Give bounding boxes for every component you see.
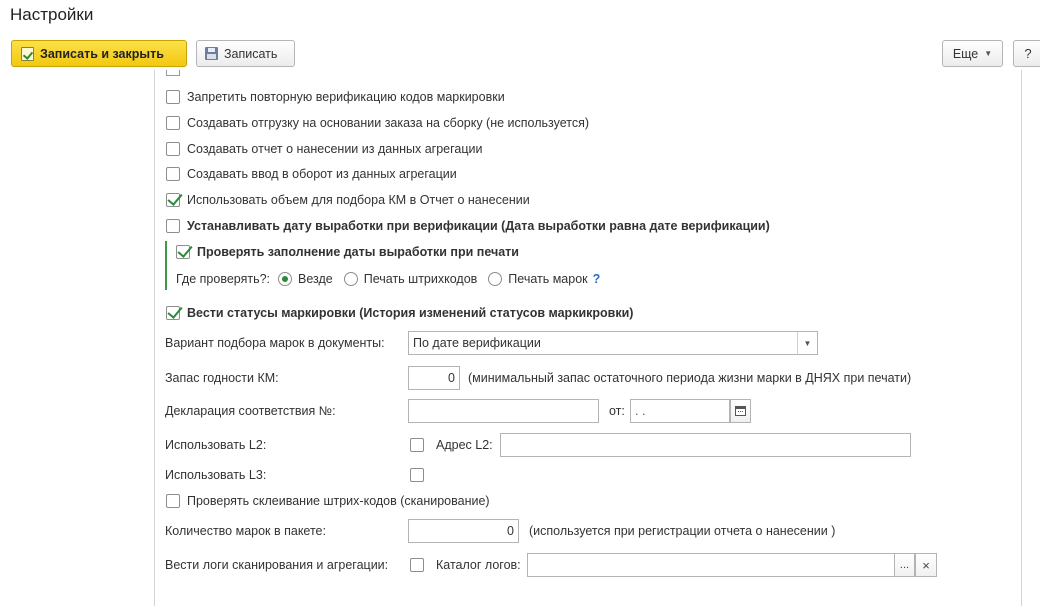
- address-l2-input[interactable]: [500, 433, 911, 457]
- shelf-hint: (минимальный запас остаточного периода жизни марки в ДНЯХ при печати): [468, 371, 912, 385]
- create-report-label: Создавать отчет о нанесении из данных агрегации: [187, 142, 483, 156]
- statuses-checkbox[interactable]: [166, 306, 180, 320]
- radio-print-marks[interactable]: [488, 272, 502, 286]
- catalog-logs-input[interactable]: [527, 553, 895, 577]
- calendar-icon: [735, 406, 746, 416]
- option-check-prod-date[interactable]: [176, 245, 519, 259]
- option-forbid-reverify[interactable]: [166, 90, 505, 104]
- declaration-input[interactable]: [408, 399, 599, 423]
- statuses-label: Вести статусы маркировки (История изменений статусов маркикровки): [187, 306, 634, 320]
- pack-count-hint: (используется при регистрации отчета о нанесении ): [529, 524, 836, 538]
- shelf-input[interactable]: 0: [408, 366, 460, 390]
- option-check-glue[interactable]: [166, 494, 490, 508]
- save-document-icon: [21, 47, 34, 61]
- option-use-volume[interactable]: [166, 193, 530, 207]
- forbid-reverify-label: Запретить повторную верификацию кодов маркировки: [187, 90, 505, 104]
- save-and-close-label: Записать и закрыть: [40, 46, 164, 61]
- scan-logs-label: Вести логи сканирования и агрегации:: [165, 558, 389, 572]
- use-l2-label: Использовать L2:: [165, 438, 267, 452]
- set-prod-date-checkbox[interactable]: [166, 219, 180, 233]
- chevron-down-icon[interactable]: ▼: [797, 332, 817, 354]
- radio-print-barcodes-label: Печать штрихкодов: [363, 272, 478, 286]
- use-l3-label: Использовать L3:: [165, 468, 267, 482]
- panel-left-border: [154, 70, 155, 606]
- use-l2-checkbox[interactable]: [410, 438, 424, 452]
- where-check-label: Где проверять?:: [176, 272, 271, 286]
- help-icon[interactable]: ?: [592, 272, 601, 286]
- use-volume-checkbox[interactable]: [166, 193, 180, 207]
- variant-select[interactable]: [408, 331, 818, 355]
- chevron-down-icon: ▼: [984, 49, 993, 58]
- option-set-prod-date[interactable]: [166, 219, 770, 233]
- radio-everywhere[interactable]: [278, 272, 292, 286]
- forbid-reverify-checkbox[interactable]: [166, 90, 180, 104]
- group-indicator-bar: [165, 241, 167, 290]
- variant-label: Вариант подбора марок в документы:: [165, 336, 385, 350]
- use-l3-checkbox[interactable]: [410, 468, 424, 482]
- browse-button[interactable]: ...: [894, 553, 915, 577]
- shelf-label: Запас годности КМ:: [165, 371, 279, 385]
- use-volume-label: Использовать объем для подбора КМ в Отчет о нанесении: [187, 193, 530, 207]
- address-l2-label: Адрес L2:: [436, 438, 493, 452]
- variant-value: По дате верификации: [413, 336, 541, 350]
- pack-count-label: Количество марок в пакете:: [165, 524, 326, 538]
- check-prod-date-label: Проверять заполнение даты выработки при печати: [197, 245, 519, 259]
- help-button[interactable]: ?: [1013, 40, 1040, 67]
- floppy-icon: [205, 47, 218, 60]
- more-button[interactable]: [942, 40, 1003, 67]
- save-label: Записать: [224, 46, 278, 61]
- set-prod-date-label: Устанавливать дату выработки при верификации (Дата выработки равна дате верификации): [187, 219, 770, 233]
- catalog-logs-label: Каталог логов:: [436, 558, 521, 572]
- panel-right-border: [1021, 70, 1022, 606]
- option-create-turnover[interactable]: [166, 167, 457, 181]
- more-label: Еще: [952, 46, 979, 61]
- check-glue-checkbox[interactable]: [166, 494, 180, 508]
- declaration-date-label: от:: [609, 404, 625, 418]
- check-prod-date-checkbox[interactable]: [176, 245, 190, 259]
- clear-button[interactable]: ×: [915, 553, 937, 577]
- calendar-button[interactable]: [730, 399, 751, 423]
- radio-print-marks-label: Печать марок: [508, 272, 588, 286]
- option-create-report[interactable]: [166, 142, 482, 156]
- option-statuses[interactable]: [166, 306, 633, 320]
- save-and-close-button[interactable]: [11, 40, 187, 67]
- create-turnover-checkbox[interactable]: [166, 167, 180, 181]
- pack-count-input[interactable]: 0: [408, 519, 519, 543]
- save-button[interactable]: [196, 40, 295, 67]
- create-report-checkbox[interactable]: [166, 142, 180, 156]
- create-turnover-label: Создавать ввод в оборот из данных агрегации: [187, 167, 457, 181]
- where-check-group: [176, 272, 600, 286]
- scrolled-checkbox-fragment: [166, 70, 180, 76]
- option-create-shipment[interactable]: [166, 116, 589, 130]
- scan-logs-checkbox[interactable]: [410, 558, 424, 572]
- check-glue-label: Проверять склеивание штрих-кодов (сканирование): [187, 494, 490, 508]
- radio-print-barcodes[interactable]: [344, 272, 358, 286]
- radio-everywhere-label: Везде: [298, 272, 333, 286]
- declaration-date-input[interactable]: . .: [630, 399, 730, 423]
- create-shipment-label: Создавать отгрузку на основании заказа на сборку (не используется): [187, 116, 590, 130]
- create-shipment-checkbox[interactable]: [166, 116, 180, 130]
- page-title: Настройки: [10, 5, 94, 24]
- declaration-label: Декларация соответствия №:: [165, 404, 336, 418]
